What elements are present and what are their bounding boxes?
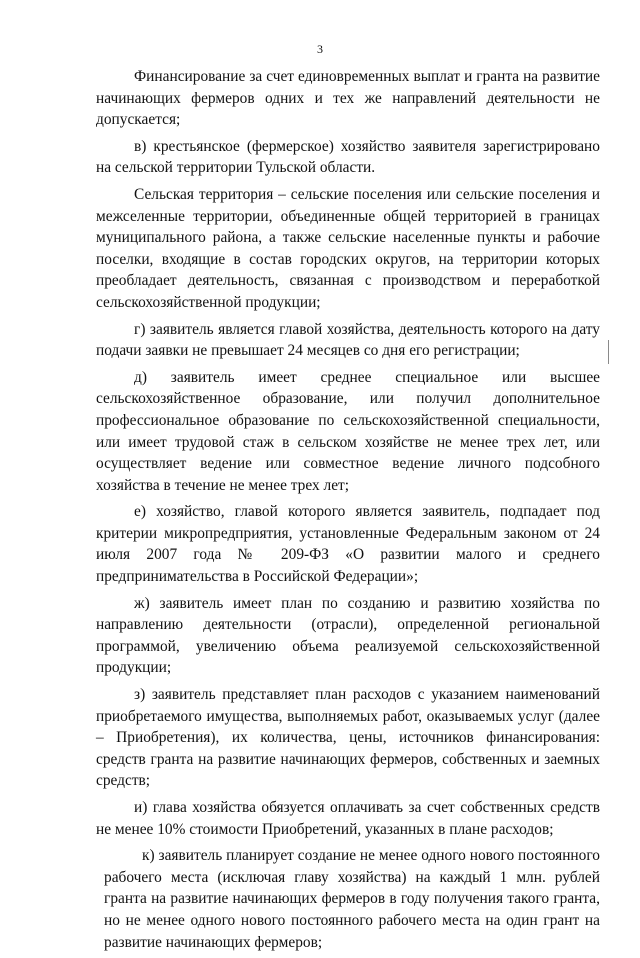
paragraph-item-v: в) крестьянское (фермерское) хозяйство заявителя зарегистрировано на сельской территории Тульской области. (96, 137, 600, 177)
paragraph-item-g: г) заявитель является главой хозяйства, деятельность которого на дату подачи заявки не превышает 24 месяцев со дня его регистрации; (96, 320, 600, 360)
paragraph-item-z: з) заявитель представляет план расходов с указанием наименований приобретаемого имущества, выполняемых работ, оказываемых услуг (далее – Приобретения), их количества, цены, источников финансирования: средств гранта на развитие начинающих фермеров, собственных и заемных средств; (96, 686, 600, 790)
paragraph-financing-restriction: Финансирование за счет единовременных выплат и гранта на развитие начинающих фермеров одних и тех же направлений деятельности не допускается; (96, 68, 600, 129)
scan-artifact-mark (608, 340, 609, 364)
paragraph-item-e: е) хозяйство, главой которого является заявитель, подпадает под критерии микропредприятия, установленные Федеральным законом от 24 июля 2007 года № 209-ФЗ «О развитии малого и среднего предпринимательства в Российской Федерации»; (96, 503, 600, 586)
paragraph-item-k: к) заявитель планирует создание не менее одного нового постоянного рабочего места (исключая главу хозяйства) на каждый 1 млн. рублей гранта на развитие начинающих фермеров в году получения такого гранта, но не менее одного нового постоянного рабочего места на один грант на развитие начинающих фермеров; (104, 847, 600, 951)
page-number: 3 (317, 42, 323, 56)
paragraph-item-zh: ж) заявитель имеет план по созданию и развитию хозяйства по направлению деятельности (отрасли), определенной региональной программой, увеличению объема реализуемой сельскохозяйственной продукции; (96, 594, 600, 677)
paragraph-rural-territory-definition: Сельская территория – сельские поселения или сельские поселения и межселенные территории, объединенные общей территорией в границах муниципального района, а также сельские населенные пункты и рабочие поселки, входящие в состав городских округов, на территории которых преобладает деятельность, связанная с производством и переработкой сельскохозяйственной продукции; (96, 185, 600, 311)
document-body (96, 66, 600, 958)
paragraph-item-d: д) заявитель имеет среднее специальное или высшее сельскохозяйственное образование, или получил дополнительное профессиональное образование по сельскохозяйственной специальности, или имеет трудовой стаж в сельском хозяйстве не менее трех лет, или осуществляет ведение или совместное ведение личного подсобного хозяйства в течение не менее трех лет; (96, 368, 600, 494)
paragraph-item-i: и) глава хозяйства обязуется оплачивать за счет собственных средств не менее 10% стоимости Приобретений, указанных в плане расходов; (96, 799, 600, 838)
